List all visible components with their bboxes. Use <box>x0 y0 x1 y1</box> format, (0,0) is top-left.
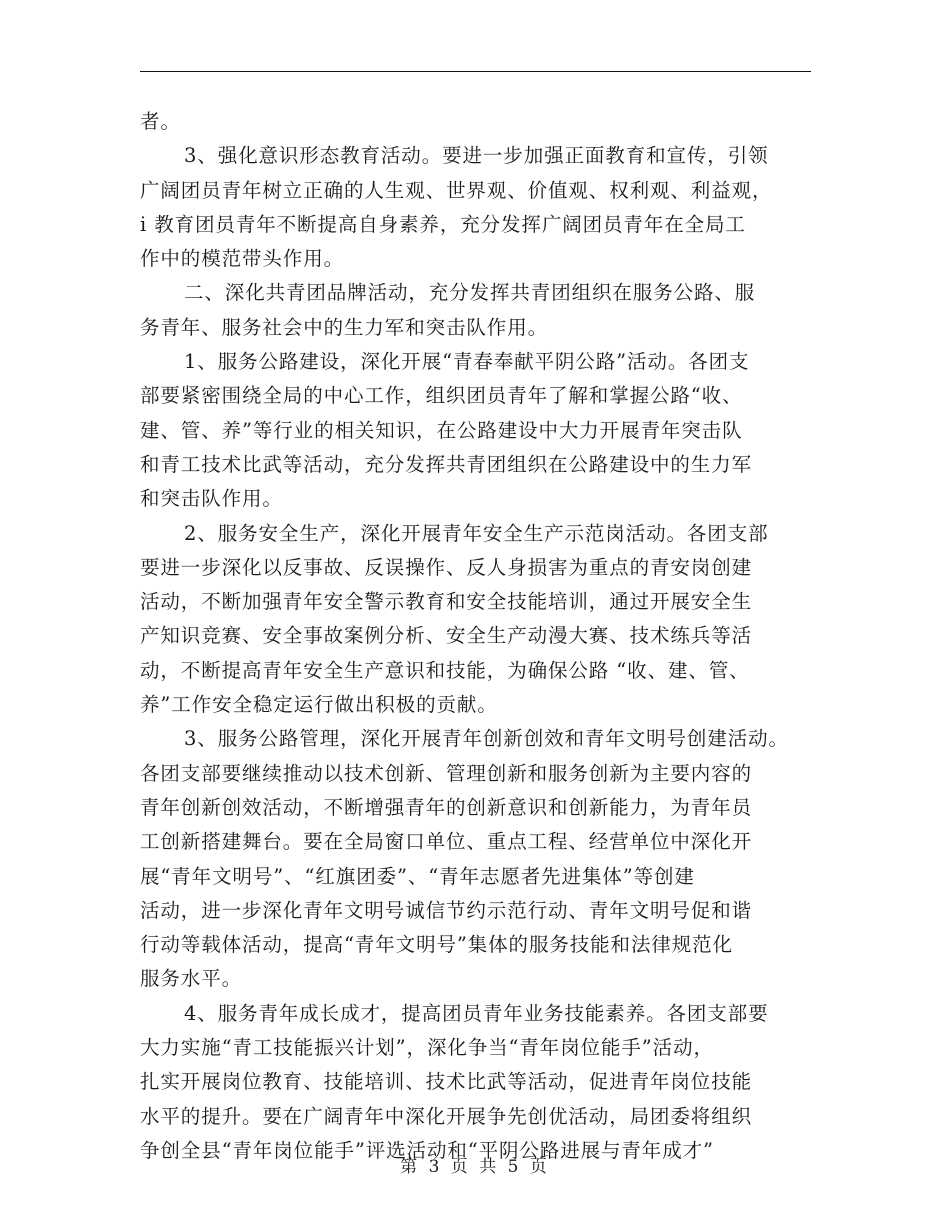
text-line: 大力实施“青工技能振兴计划”，深化争当“青年岗位能手”活动， <box>140 1036 714 1060</box>
text-line: 养”工作安全稳定运行做出积极的贡献。 <box>140 693 498 717</box>
text-line: 二、深化共青团品牌活动，充分发挥共青团组织在服务公路、服 <box>184 281 756 305</box>
text-line: 1、服务公路建设，深化开展“青春奉献平阴公路”活动。各团支 <box>184 350 750 374</box>
text-line: 活动，进一步深化青年文明号诚信节约示范行动、青年文明号促和谐 <box>140 898 753 922</box>
text-line: 工创新搭建舞台。要在全局窗口单位、重点工程、经营单位中深化开 <box>140 830 753 854</box>
text-line: 扎实开展岗位教育、技能培训、技术比武等活动，促进青年岗位技能 <box>140 1070 753 1094</box>
text-line: 活动，不断加强青年安全警示教育和安全技能培训，通过开展安全生 <box>140 590 753 614</box>
text-line: i 教育团员青年不断提高自身素养，充分发挥广阔团员青年在全局工 <box>140 212 746 236</box>
text-line: 展“青年文明号”、“红旗团委”、“青年志愿者先进集体”等创建 <box>140 864 695 888</box>
text-line: 产知识竞赛、安全事故案例分析、安全生产动漫大赛、技术练兵等活 <box>140 624 753 648</box>
text-line: 水平的提升。要在广阔青年中深化开展争先创优活动，局团委将组织 <box>140 1104 753 1128</box>
header-rule <box>140 71 811 72</box>
text-line: 和突击队作用。 <box>140 487 283 511</box>
text-line: 建、管、养”等行业的相关知识，在公路建设中大力开展青年突击队 <box>140 418 743 442</box>
text-line: 动，不断提高青年安全生产意识和技能，为确保公路 “收、建、管、 <box>140 658 750 682</box>
text-line: 广阔团员青年树立正确的人生观、世界观、价值观、权利观、利益观， <box>140 178 773 202</box>
text-line: 行动等载体活动，提高“青年文明号”集体的服务技能和法律规范化 <box>140 933 733 957</box>
text-line: 务青年、服务社会中的生力军和突击队作用。 <box>140 315 549 339</box>
text-line: 3、服务公路管理，深化开展青年创新创效和青年文明号创建活动。 <box>184 727 789 751</box>
page-number-footer: 第 3 页 共 5 页 <box>400 1157 550 1177</box>
text-line: 青年创新创效活动，不断增强青年的创新意识和创新能力，为青年员 <box>140 795 753 819</box>
text-line: 和青工技术比武等活动，充分发挥共青团组织在公路建设中的生力军 <box>140 452 753 476</box>
text-line: 要进一步深化以反事故、反误操作、反人身损害为重点的青安岗创建 <box>140 555 753 579</box>
text-line: 争创全县“青年岗位能手”评选活动和“平阴公路进展与青年成才” <box>140 1138 714 1162</box>
text-line: 部要紧密围绕全局的中心工作，组织团员青年了解和掌握公路“收、 <box>140 384 743 408</box>
text-line: 4、服务青年成长成才，提高团员青年业务技能素养。各团支部要 <box>184 1001 769 1025</box>
text-line: 者。 <box>140 110 181 133</box>
text-line: 作中的模范带头作用。 <box>140 247 345 271</box>
text-line: 2、服务安全生产，深化开展青年安全生产示范岗活动。各团支部 <box>184 521 769 545</box>
document-body <box>140 105 830 1168</box>
text-line: 服务水平。 <box>140 967 243 991</box>
text-line: 各团支部要继续推动以技术创新、管理创新和服务创新为主要内容的 <box>140 761 753 785</box>
text-line: 3、强化意识形态教育活动。要进一步加强正面教育和宣传，引领 <box>184 144 769 168</box>
